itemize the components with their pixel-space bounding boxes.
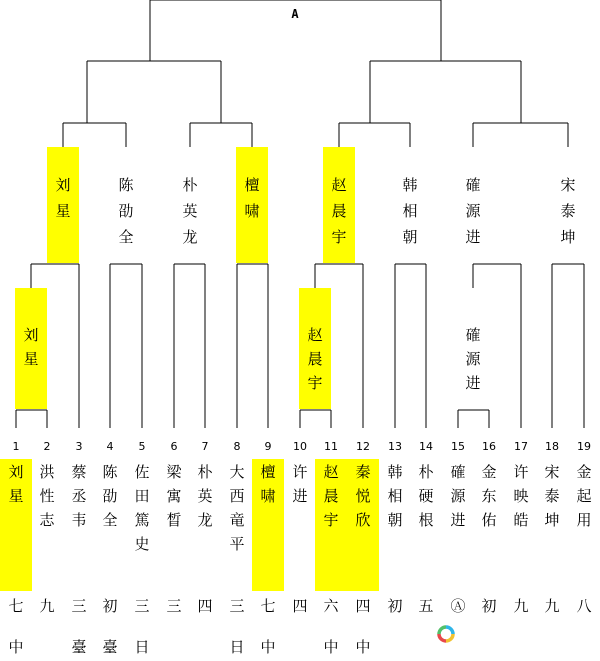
seed-number: 18 [545, 440, 559, 453]
logo-segment [446, 634, 453, 641]
round1-winner: 刘星 [23, 326, 39, 368]
round2-winner: 韩相朝 [402, 176, 418, 246]
player-rank: 八 [576, 597, 592, 615]
player-rank: 九 [513, 597, 529, 615]
player-rank: 九 [544, 597, 560, 615]
player-rank: 三 [166, 597, 182, 615]
round2-winner: 確源进 [465, 176, 481, 246]
logo-segment [439, 634, 446, 641]
winner-highlight [15, 288, 47, 409]
seed-number: 15 [451, 440, 465, 453]
round2-winner: 朴英龙 [182, 176, 198, 246]
final-title: A [291, 7, 299, 21]
player-name: 朴英龙 [197, 463, 213, 529]
seed-number: 7 [201, 440, 209, 453]
player-rank: 九 [39, 597, 55, 615]
player-grade: 日 [229, 638, 245, 656]
player-grade: 中 [323, 638, 339, 656]
player-rank: 初 [102, 597, 118, 615]
player-grade: 臺 [71, 638, 87, 656]
round1-winner: 確源进 [465, 326, 481, 392]
player-grade: 中 [8, 638, 24, 656]
logo-icon [439, 627, 453, 641]
player-rank: Ⓐ [450, 597, 466, 615]
seed-number: 8 [233, 440, 241, 453]
round1-winner: 赵晨宇 [307, 326, 323, 392]
player-name: 金起用 [576, 463, 592, 529]
player-rank: 三 [71, 597, 87, 615]
logo-segment [446, 627, 453, 634]
seed-number: 17 [514, 440, 528, 453]
player-grade: 中 [355, 638, 371, 656]
player-rank: 三 [134, 597, 150, 615]
seed-number: 13 [388, 440, 402, 453]
seed-number: 19 [577, 440, 591, 453]
player-name: 许进 [292, 463, 308, 505]
seed-number: 6 [170, 440, 178, 453]
seed-number: 10 [293, 440, 307, 453]
logo-segment [439, 627, 446, 634]
player-rank: 初 [481, 597, 497, 615]
player-rank: 七 [8, 597, 24, 615]
round2-winner: 刘星 [55, 176, 71, 220]
player-rank: 四 [292, 597, 308, 615]
player-name: 许映皓 [513, 463, 529, 529]
player-name: 洪性志 [39, 463, 55, 529]
seed-number: 5 [138, 440, 146, 453]
player-name: 陈劭全 [102, 463, 118, 529]
player-rank: 四 [197, 597, 213, 615]
player-name: 朴硬根 [418, 463, 434, 529]
player-name: 蔡丞韦 [71, 463, 87, 529]
round2-winner: 陈劭全 [118, 176, 134, 246]
round2-winner: 宋泰坤 [560, 176, 576, 246]
player-name: 刘星 [8, 463, 24, 505]
seed-number: 12 [356, 440, 370, 453]
player-name: 宋泰坤 [544, 463, 560, 529]
player-name: 檀啸 [260, 463, 276, 505]
player-name: 佐田篤史 [134, 463, 150, 553]
player-grade: 中 [260, 638, 276, 656]
seed-number: 1 [12, 440, 20, 453]
round2-winner: 檀啸 [244, 176, 260, 220]
player-rank: 初 [387, 597, 403, 615]
round2-winner: 赵晨宇 [331, 176, 347, 246]
seed-number: 2 [43, 440, 51, 453]
seed-number: 9 [264, 440, 272, 453]
player-grade: 臺 [102, 638, 118, 656]
player-name: 秦悦欣 [355, 463, 371, 529]
player-name: 確源进 [450, 463, 466, 529]
player-rank: 四 [355, 597, 371, 615]
player-grade: 日 [134, 638, 150, 656]
seed-number: 11 [324, 440, 338, 453]
seed-number: 16 [482, 440, 496, 453]
player-name: 梁寓晳 [166, 463, 182, 529]
seed-number: 3 [75, 440, 83, 453]
player-rank: 五 [418, 597, 434, 615]
player-name: 金东佑 [481, 463, 497, 529]
seed-number: 4 [106, 440, 114, 453]
player-rank: 六 [323, 597, 339, 615]
player-name: 赵晨宇 [323, 463, 339, 529]
player-name: 大西竜平 [229, 463, 245, 553]
player-rank: 七 [260, 597, 276, 615]
player-name: 韩相朝 [387, 463, 403, 529]
seed-number: 14 [419, 440, 433, 453]
player-rank: 三 [229, 597, 245, 615]
